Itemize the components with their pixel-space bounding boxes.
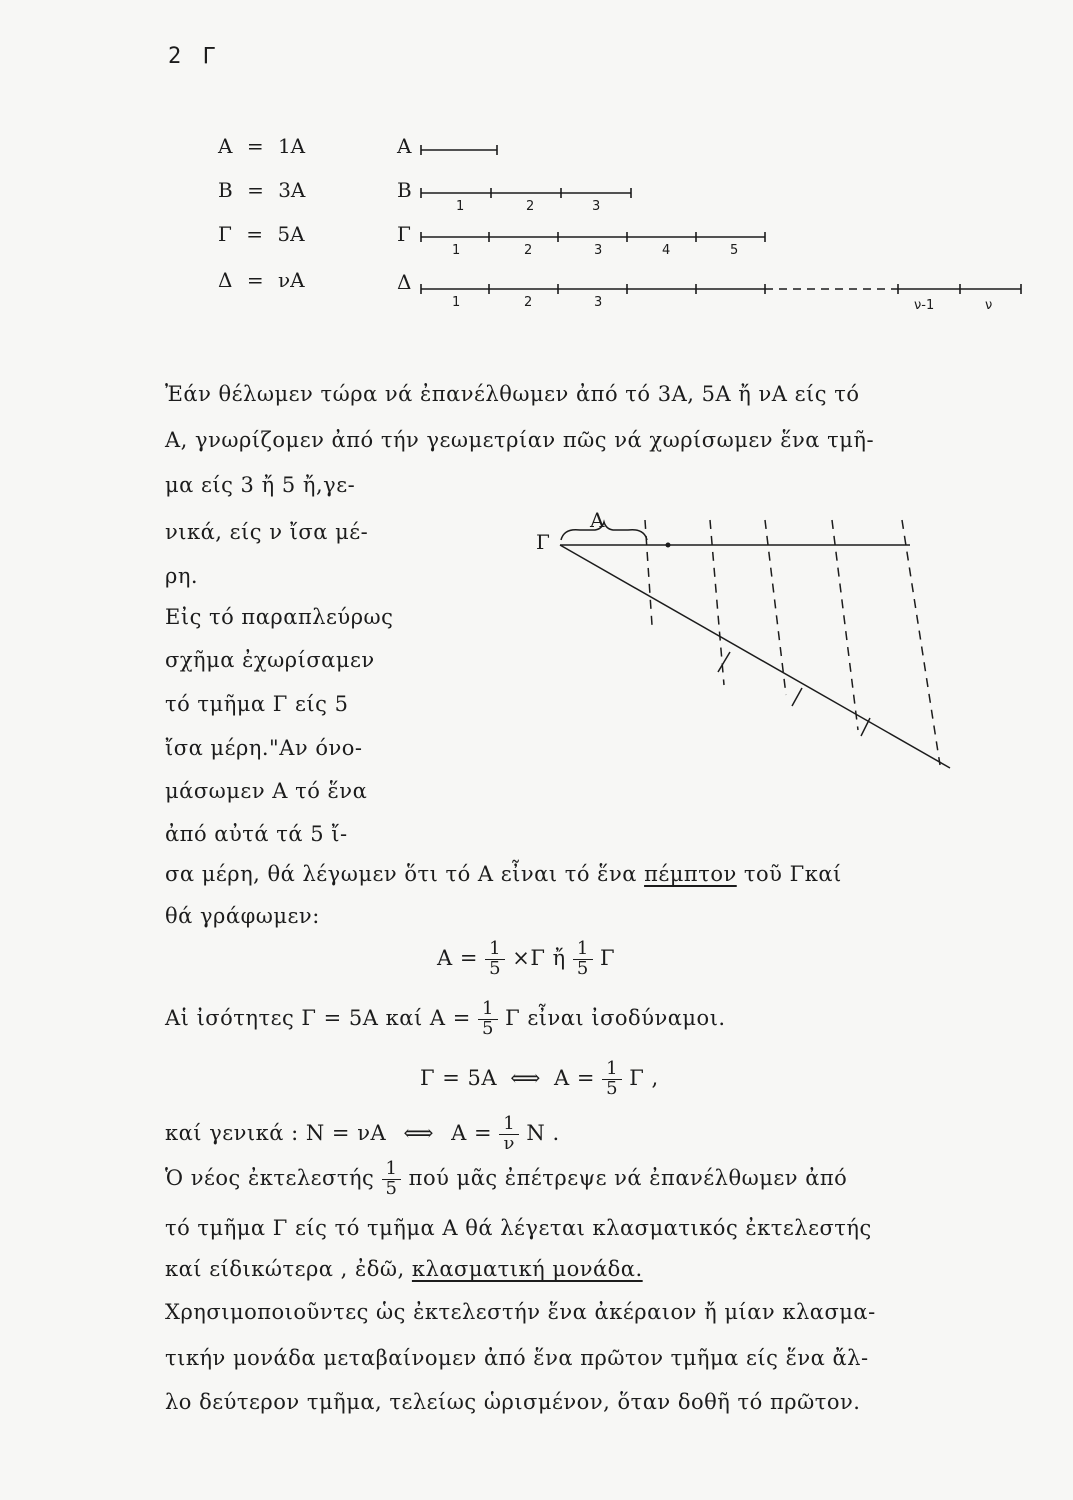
page-number: 2 Γ — [168, 44, 220, 69]
eq-sign: = — [246, 268, 264, 292]
eq-sign: = — [246, 134, 264, 158]
fraction — [485, 940, 505, 979]
formula-end: Γ , — [629, 1065, 659, 1090]
eq-lhs: Β — [218, 178, 233, 202]
segment-label-a: Α — [397, 134, 412, 158]
segment-label-b: Β — [397, 178, 412, 202]
fraction-numerator: 1 — [499, 1115, 519, 1135]
tick-label: 2 — [524, 243, 533, 258]
fraction-numerator: 1 — [602, 1060, 622, 1080]
tick-label: 2 — [524, 295, 533, 310]
figure-label-part: Α — [590, 508, 605, 532]
eq-sign: = — [246, 222, 264, 246]
tick-label: 1 — [452, 243, 461, 258]
underlined-term: κλασματική μονάδα. — [411, 1257, 643, 1281]
fraction-numerator: 1 — [485, 940, 505, 960]
formula-right: Α = — [451, 1120, 493, 1145]
fraction — [382, 1160, 402, 1199]
text-line: Α, γνωρίζομεν ἀπό τήν γεωμετρίαν πῶς νά χωρίσωμεν ἕνα τμῆ- — [165, 428, 875, 452]
fraction — [602, 1060, 622, 1099]
tick-label: ν — [985, 298, 993, 313]
text-line: ἴσα μέρη."Αν όνο- — [165, 736, 363, 760]
tick-label: ν-1 — [914, 298, 935, 313]
text-fragment: Αἱ ἰσότητες Γ = 5Α καί Α = — [165, 1005, 471, 1030]
formula-one-fifth — [437, 940, 615, 979]
segment-lines — [0, 0, 1073, 330]
segment-label-d: Δ — [397, 270, 412, 294]
fraction-denominator: 5 — [606, 1077, 619, 1099]
text-line: ἀπό αὐτά τά 5 ἴ- — [165, 822, 348, 846]
segment-label-c: Γ — [397, 222, 411, 246]
double-arrow-icon: ⟺ — [403, 1120, 434, 1145]
text-line: Χρησιμοποιοῦντες ὡς ἐκτελεστήν ἕνα ἀκέραιον ἤ μίαν κλασμα- — [165, 1300, 876, 1324]
fraction — [499, 1115, 519, 1154]
formula-lhs: Α = — [437, 945, 478, 970]
fraction-numerator: 1 — [478, 1000, 498, 1020]
formula-end: Ν . — [526, 1120, 560, 1145]
eq-sign: = — [247, 178, 264, 202]
text-fragment: σα μέρη, θά λέγωμεν ὅτι τό Α εἶναι τό ἕνα — [165, 862, 645, 886]
formula-right: Α = — [554, 1065, 595, 1090]
eq-lhs: Δ — [218, 268, 233, 292]
text-line: τικήν μονάδα μεταβαίνομεν ἀπό ἕνα πρῶτον τμῆμα είς ἕνα ἄλ- — [165, 1346, 869, 1370]
tick-label: 4 — [662, 243, 671, 258]
formula-general — [165, 1115, 560, 1154]
formula-equivalence — [420, 1060, 659, 1099]
underlined-term: πέμπτον — [644, 862, 737, 886]
formula-mid: ×Γ ἤ — [512, 945, 566, 970]
tick-label: 3 — [594, 243, 603, 258]
fraction-numerator: 1 — [382, 1160, 402, 1180]
text-fragment: καί είδικώτερα , ἐδῶ, — [165, 1257, 412, 1281]
text-line: νικά, είς ν ἴσα μέ- — [165, 520, 369, 544]
text-fragment: Ὁ νέος ἐκτελεστής — [165, 1165, 375, 1190]
fraction-denominator: 5 — [385, 1177, 398, 1199]
tick-label: 2 — [526, 199, 535, 214]
eq-rhs: 5Α — [277, 222, 305, 246]
tick-label: 1 — [452, 295, 461, 310]
tick-label: 3 — [594, 295, 603, 310]
figure-label-segment: Γ — [536, 530, 550, 554]
tick-label: 3 — [592, 199, 601, 214]
fraction — [573, 940, 593, 979]
fraction-denominator: ν — [503, 1132, 515, 1154]
formula-left: καί γενικά : Ν = νΑ — [165, 1120, 387, 1145]
tick-label: 1 — [456, 199, 465, 214]
text-line: Ἐάν θέλωμεν τώρα νά ἐπανέλθωμεν ἀπό τό 3Α, 5Α ἤ νΑ είς τό — [165, 382, 860, 406]
text-line: Εἰς τό παραπλεύρως — [165, 605, 394, 629]
eq-lhs: Α — [218, 134, 233, 158]
text-line: σχῆμα ἐχωρίσαμεν — [165, 648, 375, 672]
text-fragment: Γ εἶναι ἰσοδύναμοι. — [505, 1005, 726, 1030]
fraction-numerator: 1 — [573, 940, 593, 960]
text-line-isotites — [165, 1000, 726, 1039]
text-line-eidikotera — [165, 1257, 643, 1281]
text-line-neos — [165, 1160, 847, 1199]
eq-rhs: νΑ — [277, 268, 305, 292]
formula-end: Γ — [600, 945, 616, 970]
text-line: ρη. — [165, 564, 199, 588]
text-line-pempton — [165, 862, 842, 886]
fraction — [478, 1000, 498, 1039]
text-fragment: τοῦ Γκαί — [736, 862, 842, 886]
text-fragment: πού μᾶς ἐπέτρεψε νά ἐπανέλθωμεν ἀπό — [408, 1165, 848, 1190]
double-arrow-icon: ⟺ — [510, 1065, 541, 1090]
eq-lhs: Γ — [218, 222, 232, 246]
text-line: λο δεύτερον τμῆμα, τελείως ὡρισμένον, ὅταν δοθῆ τό πρῶτον. — [165, 1390, 861, 1414]
text-line: θά γράφωμεν: — [165, 904, 320, 928]
text-line: μάσωμεν Α τό ἕνα — [165, 779, 368, 803]
eq-rhs: 3Α — [278, 178, 306, 202]
text-line: τό τμῆμα Γ είς τό τμῆμα Α θά λέγεται κλασματικός ἐκτελεστής — [165, 1216, 872, 1240]
fraction-denominator: 5 — [576, 957, 589, 979]
text-line: μα είς 3 ἤ 5 ἤ,γε- — [165, 473, 356, 497]
text-line: τό τμῆμα Γ είς 5 — [165, 692, 349, 716]
fraction-denominator: 5 — [481, 1017, 494, 1039]
formula-left: Γ = 5Α — [420, 1065, 498, 1090]
fraction-denominator: 5 — [489, 957, 502, 979]
eq-rhs: 1Α — [277, 134, 306, 158]
division-lines — [540, 500, 960, 800]
tick-label: 5 — [730, 243, 739, 258]
